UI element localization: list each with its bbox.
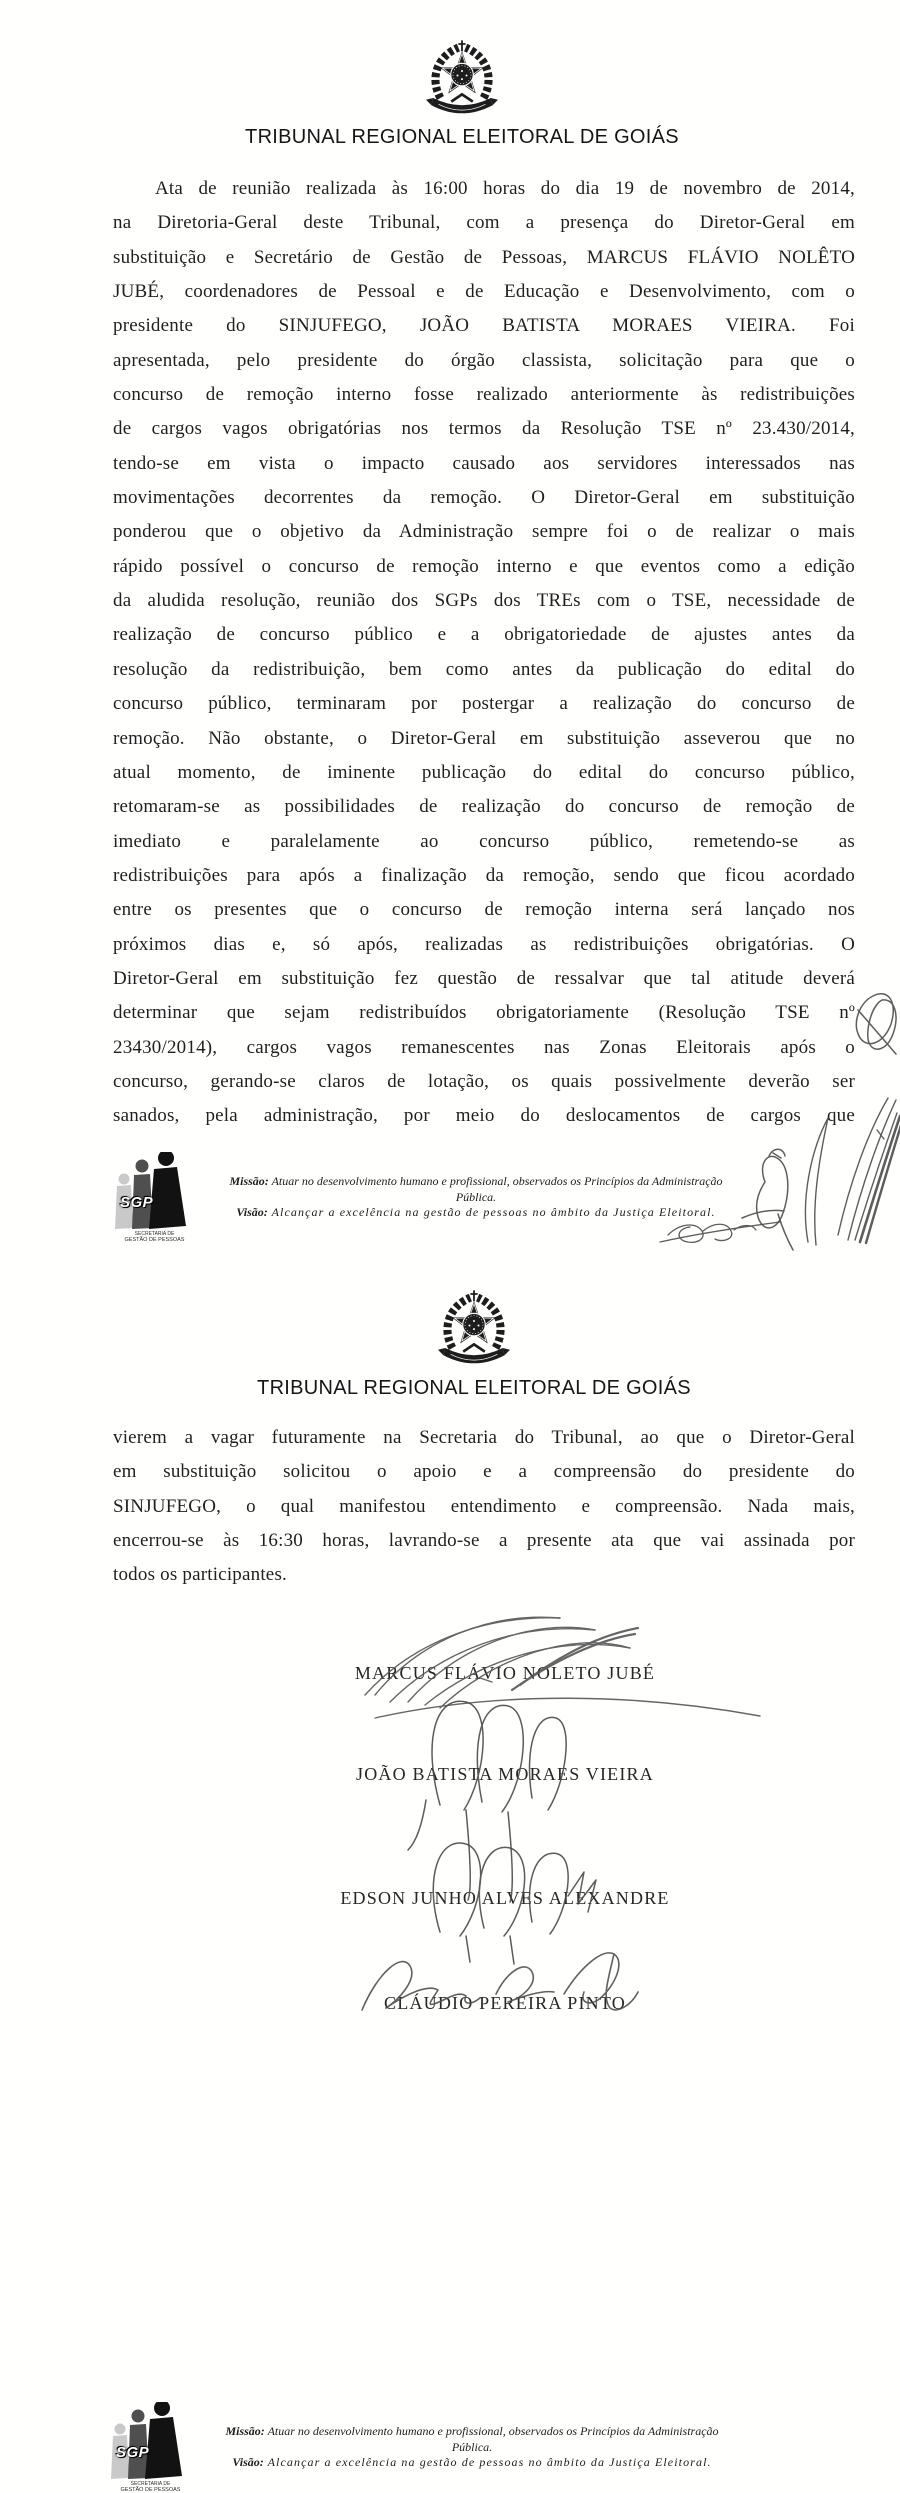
body-line: JUBÉ, coordenadores de Pessoal e de Educação e Desenvolvimento, com o	[113, 281, 855, 303]
body-line: rápido possível o concurso de remoção interno e que eventos como a edição	[113, 555, 855, 577]
body-line: SINJUFEGO, o qual manifestou entendimento e compreensão. Nada mais,	[113, 1495, 855, 1517]
body-line: da aludida resolução, reunião dos SGPs dos TREs com o TSE, necessidade de	[113, 590, 855, 612]
signature-name-marcus: MARCUS FLÁVIO NOLETO JUBÉ	[354, 1663, 656, 1683]
body-line: determinar que sejam redistribuídos obrigatoriamente (Resolução TSE nº	[113, 1002, 855, 1024]
sgp-people-icon	[112, 1152, 197, 1230]
sgp-caption-line2: GESTÃO DE PESSOAS	[120, 2487, 181, 2493]
coat-of-arms-page2	[429, 1286, 519, 1374]
body-line: todos os participantes.	[113, 1564, 287, 1586]
mission-text: Atuar no desenvolvimento humano e profissional, observados os Princípios da Administração Pública.	[268, 1174, 723, 1204]
body-text-page1	[113, 172, 855, 1134]
sgp-logo	[112, 1152, 200, 1243]
body-line: concurso público, terminaram por postergar a realização do concurso de	[113, 693, 855, 715]
body-line: substituição e Secretário de Gestão de Pessoas, MARCUS FLÁVIO NOLÊTO	[113, 246, 855, 268]
vision-label: Visão:	[232, 2455, 264, 2469]
sgp-caption	[108, 2481, 193, 2493]
body-line: atual momento, de iminente publicação do edital do concurso público,	[113, 761, 855, 783]
sgp-caption	[112, 1231, 197, 1243]
body-line: de cargos vagos obrigatórias nos termos da Resolução TSE nº 23.430/2014,	[113, 418, 855, 440]
signature-name-edson: EDSON JUNHO ALVES ALEXANDRE	[340, 1888, 670, 1908]
sgp-caption-line2: GESTÃO DE PESSOAS	[124, 1237, 185, 1243]
body-line: Ata de reunião realizada às 16:00 horas do dia 19 de novembro de 2014,	[155, 178, 855, 199]
footer-page2	[108, 2402, 736, 2493]
body-line: retomaram-se as possibilidades de realização do concurso de remoção de	[113, 796, 855, 818]
mission-label: Missão:	[229, 1174, 269, 1188]
body-line: concurso, gerando-se claros de lotação, os quais possivelmente deverão ser	[113, 1070, 855, 1092]
vision-text: Alcançar a excelência na gestão de pessoas no âmbito da Justiça Eleitoral.	[263, 2455, 712, 2469]
body-line: tendo-se em vista o impacto causado aos servidores interessados nas	[113, 452, 855, 474]
sgp-wordmark: SGP	[120, 1194, 154, 1211]
signature-scribble-joao	[408, 1701, 566, 1902]
signature-name-joao: JOÃO BATISTA MORAES VIEIRA	[356, 1764, 654, 1784]
mission-vision-text	[208, 2424, 736, 2471]
body-line: 23430/2014), cargos vagos remanescentes nas Zonas Eleitorais após o	[113, 1036, 855, 1058]
body-line: apresentada, pelo presidente do órgão classista, solicitação para que o	[113, 349, 855, 371]
body-line: próximos dias e, só após, realizadas as redistribuições obrigatórias. O	[113, 933, 855, 955]
body-line: remoção. Não obstante, o Diretor-Geral em substituição asseverou que no	[113, 727, 855, 749]
handwritten-signatures-page2	[140, 1590, 780, 2030]
vision-label: Visão:	[236, 1205, 268, 1219]
mission-line	[208, 2424, 736, 2455]
org-title-page2: TRIBUNAL REGIONAL ELEITORAL DE GOIÁS	[257, 1377, 691, 1399]
vision-line	[212, 1205, 740, 1221]
body-line: em substituição solicitou o apoio e a compreensão do presidente do	[113, 1461, 855, 1483]
vision-line	[208, 2455, 736, 2471]
coat-of-arms-page1	[417, 36, 507, 124]
mission-vision-text	[212, 1174, 740, 1221]
body-line: imediato e paralelamente ao concurso público, remetendo-se as	[113, 830, 855, 852]
body-line: redistribuições para após a finalização da remoção, sendo que ficou acordado	[113, 864, 855, 886]
body-line: Diretor-Geral em substituição fez questão de ressalvar que tal atitude deverá	[113, 967, 855, 989]
mission-line	[212, 1174, 740, 1205]
body-line: presidente do SINJUFEGO, JOÃO BATISTA MORAES VIEIRA. Foi	[113, 315, 855, 337]
footer-page1	[112, 1152, 740, 1243]
org-title-page1: TRIBUNAL REGIONAL ELEITORAL DE GOIÁS	[245, 126, 679, 148]
body-line: realização de concurso público e a obrigatoriedade de ajustes antes da	[113, 624, 855, 646]
body-line: vierem a vagar futuramente na Secretaria do Tribunal, ao que o Diretor-Geral	[113, 1427, 855, 1448]
margin-loop-scribble	[856, 994, 896, 1054]
body-line: resolução da redistribuição, bem como antes da publicação do edital do	[113, 658, 855, 680]
mission-label: Missão:	[225, 2424, 265, 2438]
body-text-page2	[113, 1421, 855, 1593]
body-line: na Diretoria-Geral deste Tribunal, com a presença do Diretor-Geral em	[113, 212, 855, 234]
body-line: encerrou-se às 16:30 horas, lavrando-se a presente ata que vai assinada por	[113, 1530, 855, 1552]
sgp-logo	[108, 2402, 196, 2493]
vision-text: Alcançar a excelência na gestão de pessoas no âmbito da Justiça Eleitoral.	[267, 1205, 716, 1219]
sgp-wordmark: SGP	[116, 2444, 150, 2461]
body-line: sanados, pela administração, por meio do deslocamentos de cargos que	[113, 1105, 855, 1127]
body-line: ponderou que o objetivo da Administração sempre foi o de realizar o mais	[113, 521, 855, 543]
sgp-caption-line1: SECRETARIA DE	[130, 2481, 171, 2487]
sgp-caption-line1: SECRETARIA DE	[134, 1231, 175, 1237]
sgp-people-icon	[108, 2402, 193, 2480]
mission-text: Atuar no desenvolvimento humano e profissional, observados os Princípios da Administração Pública.	[264, 2424, 719, 2454]
balloon-scribble	[742, 1149, 793, 1250]
signature-name-claudio: CLÁUDIO PEREIRA PINTO	[384, 1993, 626, 2013]
body-line: movimentações decorrentes da remoção. O Diretor-Geral em substituição	[113, 487, 855, 509]
body-line: concurso de remoção interno fosse realizado anteriormente às redistribuições	[113, 384, 855, 406]
body-line: entre os presentes que o concurso de remoção interna será lançado nos	[113, 899, 855, 921]
